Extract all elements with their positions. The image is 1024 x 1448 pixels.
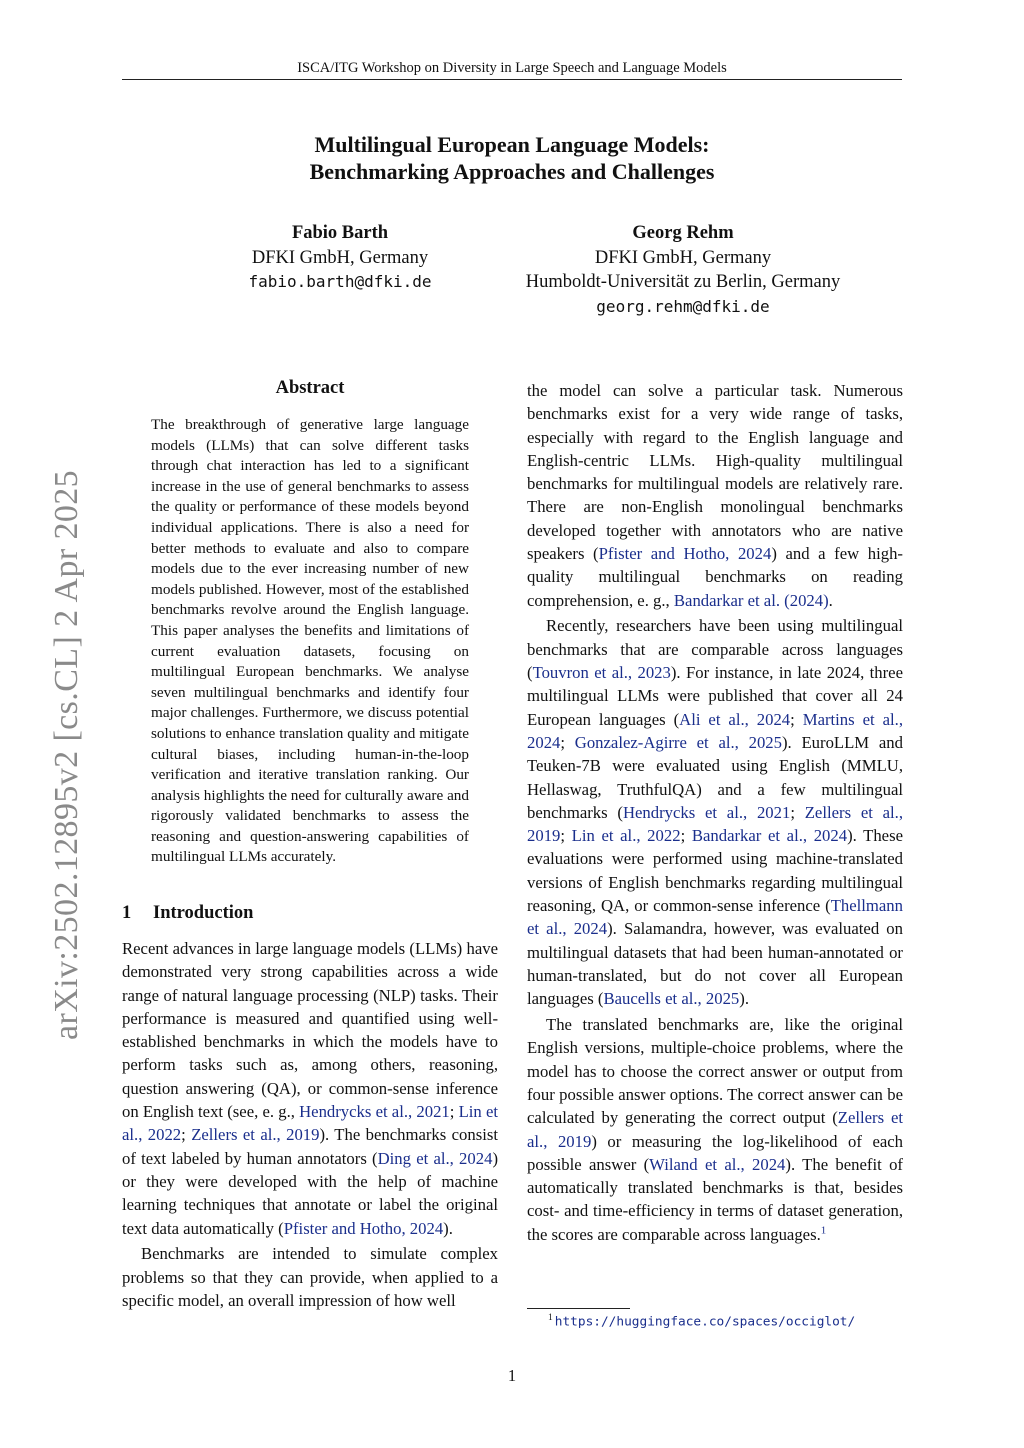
body-text: ). EuroLLM and Teuken-7B were evaluated using English (MMLU, Hellaswag, TruthfulQA) and a few multilingual benchmarks ( xyxy=(527,732,903,822)
right-column-body xyxy=(527,379,903,1246)
footnote-rule xyxy=(527,1308,630,1309)
body-text: ). Salamandra, however, was evaluated on multilingual datasets that had been human-annotated or human-translated, but do not cover all European languages ( xyxy=(527,919,903,1009)
citation-link[interactable]: Wiland et al., 2024 xyxy=(649,1154,786,1174)
left-column-body xyxy=(122,937,498,1312)
body-text: ; xyxy=(181,1125,192,1145)
body-text: ). xyxy=(739,989,749,1009)
body-text: ) and a few high-quality multilingual benchmarks on reading comprehension, e. g., xyxy=(527,544,903,610)
title-line-1: Multilingual European Language Models: xyxy=(314,132,710,157)
author-affiliation: DFKI GmbH, Germany xyxy=(594,247,772,268)
citation-link[interactable]: Hendrycks et al., 2021 xyxy=(299,1102,450,1122)
body-text: ; xyxy=(790,709,803,729)
body-text: The translated benchmarks are, like the original English versions, multiple-choice problems, where the model has to choose the correct answer or output from four possible answer options. The correct answer can be calculated by generating the correct output ( xyxy=(527,1015,903,1128)
citation-link[interactable]: Zellers et al., 2019 xyxy=(191,1125,320,1145)
abstract-body: The breakthrough of generative large language models (LLMs) that can solve different tasks through chat interaction has led to a significant increase in the use of general benchmarks to assess the quality or performance of these models beyond individual applications. There is also a need for better methods to evaluate and also to compare models due to the ever increasing number of new models published. However, most of the established benchmarks revolve around the English language. This paper analyses the benefits and limitations of current evaluation datasets, focusing on multilingual European benchmarks. We analyse seven multilingual benchmarks and identify four major challenges. Furthermore, we discuss potential solutions to enhance translation quality and mitigate cultural biases, including human-in-the-loop verification and iterative translation ranking. Our analysis highlights the need for culturally aware and rigorously validated benchmarks to assess the reasoning and question-answering capabilities of multilingual LLMs accurately. xyxy=(151,416,469,866)
running-header: ISCA/ITG Workshop on Diversity in Large Speech and Language Models xyxy=(297,60,727,76)
citation-link[interactable]: Touvron et al., 2023 xyxy=(532,663,671,683)
body-paragraph xyxy=(527,1013,903,1246)
author-name: Georg Rehm xyxy=(632,223,734,243)
body-text: ; xyxy=(680,826,692,846)
body-text: Recent advances in large language models (LLMs) have demonstrated very strong capabilities across a wide range of natural language processing (NLP) tasks. Their performance is measured and quantified using well-established benchmarks in which the models have to perform tasks such as, among others, reasoning, question answering (QA), or common-sense inference on English text (see, e. g., xyxy=(122,939,498,1122)
citation-link[interactable]: Ding et al., 2024 xyxy=(377,1148,493,1168)
citation-link[interactable]: Pfister and Hotho, 2024 xyxy=(283,1218,444,1238)
section-number: 1 xyxy=(122,903,132,923)
body-paragraph xyxy=(527,379,903,612)
citation-link[interactable]: Zellers et al., 2019 xyxy=(527,1108,903,1151)
body-text: ). The benchmarks consist of text labeled by human annotators ( xyxy=(122,1125,498,1168)
citation-link[interactable]: Martins et al., 2024 xyxy=(527,709,903,752)
body-text: ) or they were developed with the help of machine learning techniques that annotate or label the original text data automatically ( xyxy=(122,1148,498,1238)
citation-link[interactable]: Lin et al., 2022 xyxy=(122,1102,498,1145)
body-text: Recently, researchers have been using multilingual benchmarks that are comparable across languages ( xyxy=(527,616,903,683)
author-affiliation: Humboldt-Universität zu Berlin, Germany xyxy=(525,272,841,292)
author-email[interactable]: fabio.barth@dfki.de xyxy=(248,272,432,291)
body-text: ; xyxy=(560,732,575,752)
footnote-link[interactable]: https://huggingface.co/spaces/occiglot/ xyxy=(554,1314,856,1330)
citation-link[interactable]: Pfister and Hotho, 2024 xyxy=(598,544,772,564)
body-text: the model can solve a particular task. Numerous benchmarks exist for a very wide range of tasks, especially with regard to the English language and English-centric LLMs. High-quality multilingual benchmarks for multilingual models are relatively rare. There are non-English monolingual benchmarks developed together with annotators who are native speakers ( xyxy=(527,381,903,564)
header-rule xyxy=(122,79,902,80)
citation-link[interactable]: Gonzalez-Agirre et al., 2025 xyxy=(574,732,782,752)
section-heading xyxy=(122,903,502,924)
body-paragraph xyxy=(527,614,903,1010)
footnote-mark: 1 xyxy=(548,1313,553,1323)
page-number: 1 xyxy=(507,1366,517,1385)
body-text: . xyxy=(828,590,833,610)
arxiv-identifier-stamp: arXiv:2502.12895v2 [cs.CL] 2 Apr 2025 xyxy=(48,469,85,1040)
body-text: ). xyxy=(443,1218,453,1238)
author-name: Fabio Barth xyxy=(291,223,389,243)
paper-title xyxy=(122,131,902,185)
body-text: ; xyxy=(560,826,572,846)
author-block-2 xyxy=(480,221,886,319)
citation-link[interactable]: Thellmann et al., 2024 xyxy=(527,896,903,939)
body-text: ). For instance, in late 2024, three multilingual LLMs were published that cover all 24 European languages ( xyxy=(527,663,903,729)
body-text: ; xyxy=(790,802,805,822)
citation-link[interactable]: Hendrycks et al., 2021 xyxy=(622,802,791,822)
body-text: Benchmarks are intended to simulate complex problems so that they can provide, when applied to a specific model, an overall impression of how well xyxy=(122,1244,498,1310)
citation-link[interactable]: Lin et al., 2022 xyxy=(571,826,681,846)
citation-link[interactable]: Bandarkar et al., 2024 xyxy=(691,826,848,846)
body-text: ; xyxy=(449,1102,459,1122)
citation-link[interactable]: Zellers et al., 2019 xyxy=(527,802,904,846)
body-paragraph xyxy=(122,937,498,1240)
citation-link[interactable]: Baucells et al., 2025 xyxy=(603,989,740,1009)
footnote xyxy=(548,1313,908,1330)
title-line-2: Benchmarking Approaches and Challenges xyxy=(309,159,715,184)
author-block-1 xyxy=(190,221,490,295)
body-text: ). These evaluations were performed using machine-translated versions of English benchmarks regarding multilingual reasoning, QA, or common-sense inference ( xyxy=(527,826,903,916)
body-text: ) or measuring the log-likelihood of each possible answer ( xyxy=(527,1131,904,1174)
citation-link[interactable]: Bandarkar et al. (2024) xyxy=(673,590,829,610)
body-text: ). The benefit of automatically translated benchmarks is that, besides cost- and time-efficiency in terms of dataset generation, the scores are comparable across languages. xyxy=(527,1154,903,1244)
footnote-reference[interactable]: 1 xyxy=(820,1224,827,1237)
body-paragraph xyxy=(122,1242,498,1312)
citation-link[interactable]: Ali et al., 2024 xyxy=(679,709,791,729)
author-email[interactable]: georg.rehm@dfki.de xyxy=(596,296,770,316)
section-title: Introduction xyxy=(153,903,254,923)
author-affiliation: DFKI GmbH, Germany xyxy=(251,247,429,268)
abstract-heading: Abstract xyxy=(275,378,345,398)
